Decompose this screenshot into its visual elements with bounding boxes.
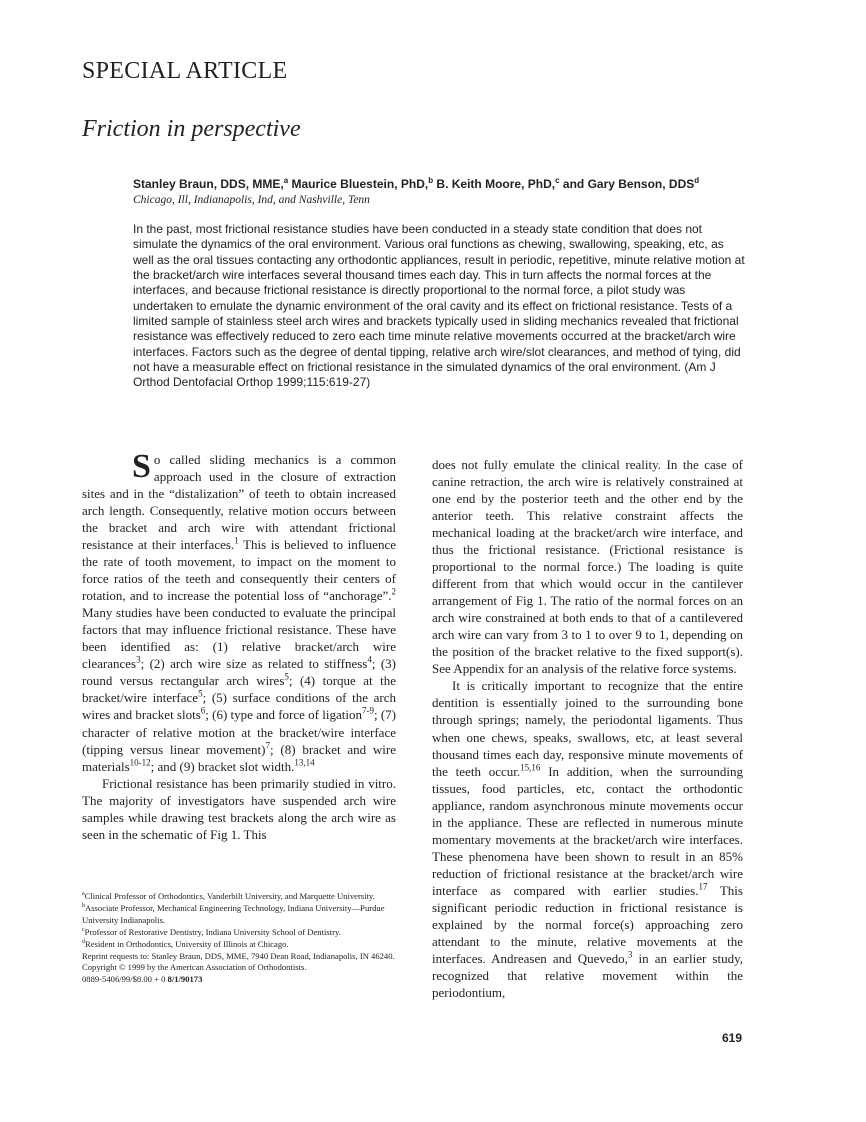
author-name: and Gary Benson, DDS <box>559 177 695 191</box>
author-affil-mark: d <box>694 176 700 185</box>
author-name: Stanley Braun, DDS, MME, <box>133 177 284 191</box>
text-run: This significant periodic reduction in frictional resistance is explained by the normal force(s) approaching zero attendant to the minute, relative movements at the interfaces. Andreasen and Quevedo, <box>432 882 743 966</box>
reference-mark: 15,16 <box>520 762 541 773</box>
author-affil-mark: b <box>428 176 434 185</box>
text-run: Associate Professor, Mechanical Engineering Technology, Indiana University—Purdue University Indianapolis. <box>82 902 385 925</box>
footnote <box>82 903 398 927</box>
author-name: B. Keith Moore, PhD, <box>433 177 556 191</box>
text-run: Clinical Professor of Orthodontics, Vanderbilt University, and Marquette University. <box>84 891 375 901</box>
article-title: Friction in perspective <box>82 116 301 142</box>
footnote <box>82 962 398 974</box>
reference-mark: 7 <box>265 740 271 751</box>
text-run: ; (7) character of relative motion at the bracket/wire interface (tipping versus linear movement) <box>82 707 396 757</box>
reference-mark: 1 <box>234 535 239 546</box>
author-affil-mark: a <box>283 176 289 185</box>
footnote <box>82 951 398 963</box>
text-run: In addition, when the surrounding tissues, food particles, etc, contact the orthodontic appliance, random asynchronous minute movements occur in the appliance. These are reflected in numerous minute momentary movements at the bracket/arch wire interfaces. These phenomena have been shown to result in an 85% reduction of frictional resistance at the bracket/arch wire interface as compared with earlier studies. <box>432 763 743 898</box>
drop-cap: S <box>132 448 151 485</box>
page-number: 619 <box>722 1031 743 1045</box>
footnote <box>82 974 398 986</box>
body-paragraph <box>432 677 743 1001</box>
text-run: in an earlier study, recognized that relative movement within the periodontium, <box>432 950 744 1000</box>
body-column-left <box>82 448 397 843</box>
text-run: 0889-5406/99/$8.00 + 0 <box>82 974 168 985</box>
body-paragraph <box>432 456 743 677</box>
text-run: Many studies have been conducted to evaluate the principal factors that may influence frictional resistance. These have been identified as: (1) relative bracket/arch wire clearances <box>82 605 396 672</box>
body-paragraph <box>82 448 397 775</box>
text-run: ; (2) arch wire size as related to stiffness <box>140 656 368 672</box>
text-run: ; (5) surface conditions of the arch wires and bracket slots <box>82 690 396 723</box>
reference-mark: d <box>82 938 85 945</box>
text-run: does not fully emulate the clinical reality. In the case of canine retraction, the arch wire is relatively constrained at one end by the posterior teeth and the other end by the anterior teeth. This relative constraint affects the mechanical loading at the bracket/arch wire interface, and thus the frictional resistance. (Frictional resistance is proportional to the normal force.) The loading is quite different from that which would occur in the cantilever arrangement of Fig 1. The ratio of the normal forces on an arch wire constrained at both ends to that of a cantilevered arch wire can vary from 3 to 1 to over 9 to 1, depending on the position of the bracket relative to the fixed support(s). See Appendix for an analysis of the relative force systems. <box>432 457 743 677</box>
text-run: Resident in Orthodontics, University of Illinois at Chicago. <box>85 938 289 949</box>
author-affil-mark: c <box>555 176 560 185</box>
footnotes <box>82 891 398 986</box>
reference-mark: 10-12 <box>129 757 151 768</box>
text-run: Frictional resistance has been primarily studied in vitro. The majority of investigators have suspended arch wire samples while drawing test brackets along the arch wire as seen in the schematic of Fig 1. This <box>82 775 396 842</box>
text-run: ; and (9) bracket slot width. <box>150 758 295 774</box>
reference-mark: 3 <box>136 655 141 666</box>
text-run: Reprint requests to: Stanley Braun, DDS, MME, 7940 Dean Road, Indianapolis, IN 46240. <box>82 950 395 961</box>
reference-mark: 3 <box>627 949 633 960</box>
text-run: ; (4) torque at the bracket/wire interface <box>82 673 396 706</box>
author-line <box>133 176 699 191</box>
section-heading: SPECIAL ARTICLE <box>82 58 288 84</box>
text-run: Professor of Restorative Dentistry, Indiana University School of Dentistry. <box>84 926 341 937</box>
text-run: It is critically important to recognize that the entire dentition is essentially joined to the surrounding bone through springs; namely, the periodontal ligaments. Thus when one chews, speaks, swallows, etc, at least several thousand times each day, responsive minute movements of the teeth occur. <box>432 678 743 779</box>
reference-mark: 2 <box>391 586 396 597</box>
reference-mark: 5 <box>284 672 289 683</box>
text-run: ; (6) type and force of ligation <box>205 707 362 723</box>
reference-mark: 17 <box>698 881 708 892</box>
footnote <box>82 927 398 939</box>
footnote <box>82 891 398 903</box>
text-run: ; (3) round versus rectangular arch wires <box>82 656 396 689</box>
reference-mark: 7-9 <box>361 706 374 717</box>
reference-mark: 5 <box>198 689 203 700</box>
footnote <box>82 939 398 951</box>
reference-mark: c <box>82 926 85 933</box>
text-run: ; (8) bracket and wire materials <box>82 741 397 774</box>
text-run: o called sliding mechanics is a common approach used in the closure of extraction sites and in the “distalization” of teeth to obtain increased arch length. Consequently, relative motion occurs between the bracket and arch wire with attendant frictional resistance at their interfaces. <box>82 452 396 553</box>
text-run: 8/1/90173 <box>167 974 203 985</box>
body-column-right <box>432 456 743 1001</box>
author-name: Maurice Bluestein, PhD, <box>288 177 429 191</box>
abstract: In the past, most frictional resistance studies have been conducted in a steady state condition that does not simulate the dynamics of the oral environment. Various oral functions as chewing, swallowing, speaking, etc, as well as the oral tissues contacting any orthodontic appliances, result in periodic, repetitive, minute relative motion at the bracket/arch wire interfaces several thousand times each day. This in turn affects the normal forces at the interfaces, and because frictional resistance is directly proportional to the normal force, a pilot study was undertaken to emulate the dynamic environment of the oral cavity and its effect on frictional resistance. Tests of a limited sample of stainless steel arch wires and brackets typically used in sliding mechanics revealed that frictional resistance was effectively reduced to zero each time minute relative movements occurred at the bracket/arch wire interfaces. Factors such as the degree of dental tipping, relative arch wire/slot clearances, and method of tying, did not have a measurable effect on frictional resistance in the simulated dynamics of the oral environment. (Am J Orthod Dentofacial Orthop 1999;115:619-27) <box>133 222 745 390</box>
text-run: Copyright © 1999 by the American Association of Orthodontists. <box>82 962 307 973</box>
reference-mark: a <box>82 891 85 898</box>
reference-mark: 13,14 <box>294 757 315 768</box>
reference-mark: 6 <box>200 706 206 717</box>
body-paragraph <box>82 775 396 843</box>
text-run: This is believed to influence the rate of tooth movement, to impact on the moment to force ratios of the teeth and consequently their centers of rotation, and to increase the potential loss of “anchorage”. <box>82 537 396 604</box>
reference-mark: 4 <box>367 655 372 666</box>
affiliation-locations: Chicago, Ill, Indianapolis, Ind, and Nashville, Tenn <box>133 194 370 206</box>
reference-mark: b <box>82 903 85 910</box>
